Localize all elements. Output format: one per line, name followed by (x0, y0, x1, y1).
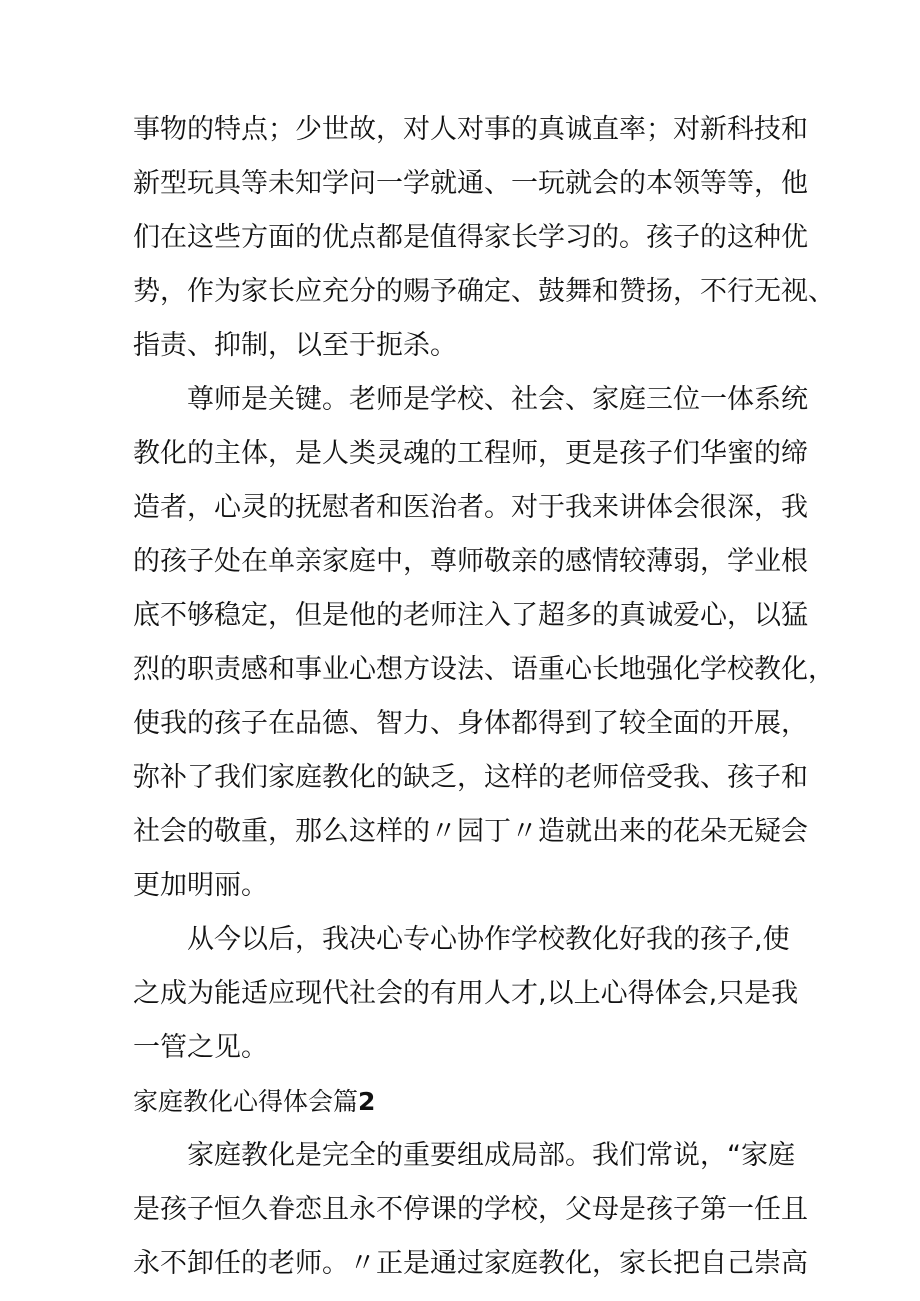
text-line: 势，作为家长应充分的赐予确定、鼓舞和赞扬，不行无视、 (133, 276, 835, 307)
section-heading (133, 1075, 805, 1129)
text-line: 事物的特点；少世故，对人对事的真诚直率；对新科技和 (133, 114, 808, 145)
text-line: 底不够稳定，但是他的老师注入了超多的真诚爱心，以猛 (133, 600, 808, 631)
paragraph-3 (133, 913, 805, 1075)
text-line: 新型玩具等未知学问一学就通、一玩就会的本领等等，他 (133, 168, 808, 199)
text-line: 指责、抑制，以至于扼杀。 (133, 330, 457, 361)
paragraph-1 (133, 103, 835, 373)
text-line: 是孩子恒久眷恋且永不停课的学校，父母是孩子第一任且 (133, 1194, 808, 1225)
text-line: 更加明丽。 (133, 870, 268, 901)
text-line: 造者，心灵的抚慰者和医治者。对于我来讲体会很深，我 (133, 492, 808, 523)
section-heading-text: 家庭教化心得体会篇 (133, 1087, 359, 1116)
paragraph-2 (133, 373, 835, 913)
text-line: 从今以后，我决心专心协作学校教化好我的孩子,使 (187, 924, 790, 955)
text-line: 之成为能适应现代社会的有用人才,以上心得体会,只是我 (133, 978, 799, 1009)
text-line: 使我的孩子在品德、智力、身体都得到了较全面的开展， (133, 708, 808, 739)
text-line: 们在这些方面的优点都是值得家长学习的。孩子的这种优 (133, 222, 808, 253)
text-line: 的孩子处在单亲家庭中，尊师敬亲的感情较薄弱，学业根 (133, 546, 808, 577)
text-line: 尊师是关键。老师是学校、社会、家庭三位一体系统 (187, 384, 808, 415)
text-line: 社会的敬重，那么这样的〃园丁〃造就出来的花朵无疑会 (133, 816, 808, 847)
section-heading-number: 2 (358, 1087, 376, 1116)
text-line: 教化的主体，是人类灵魂的工程师，更是孩子们华蜜的缔 (133, 438, 808, 469)
paragraph-4 (133, 1129, 808, 1291)
text-line: 一管之见。 (133, 1032, 268, 1063)
document-body (133, 103, 835, 1291)
text-line: 烈的职责感和事业心想方设法、语重心长地强化学校教化， (133, 654, 835, 685)
text-line: 家庭教化是完全的重要组成局部。我们常说，“家庭 (187, 1140, 795, 1171)
text-line: 永不卸任的老师。〃正是通过家庭教化，家长把自己崇高 (133, 1248, 808, 1279)
text-line: 弥补了我们家庭教化的缺乏，这样的老师倍受我、孩子和 (133, 762, 808, 793)
